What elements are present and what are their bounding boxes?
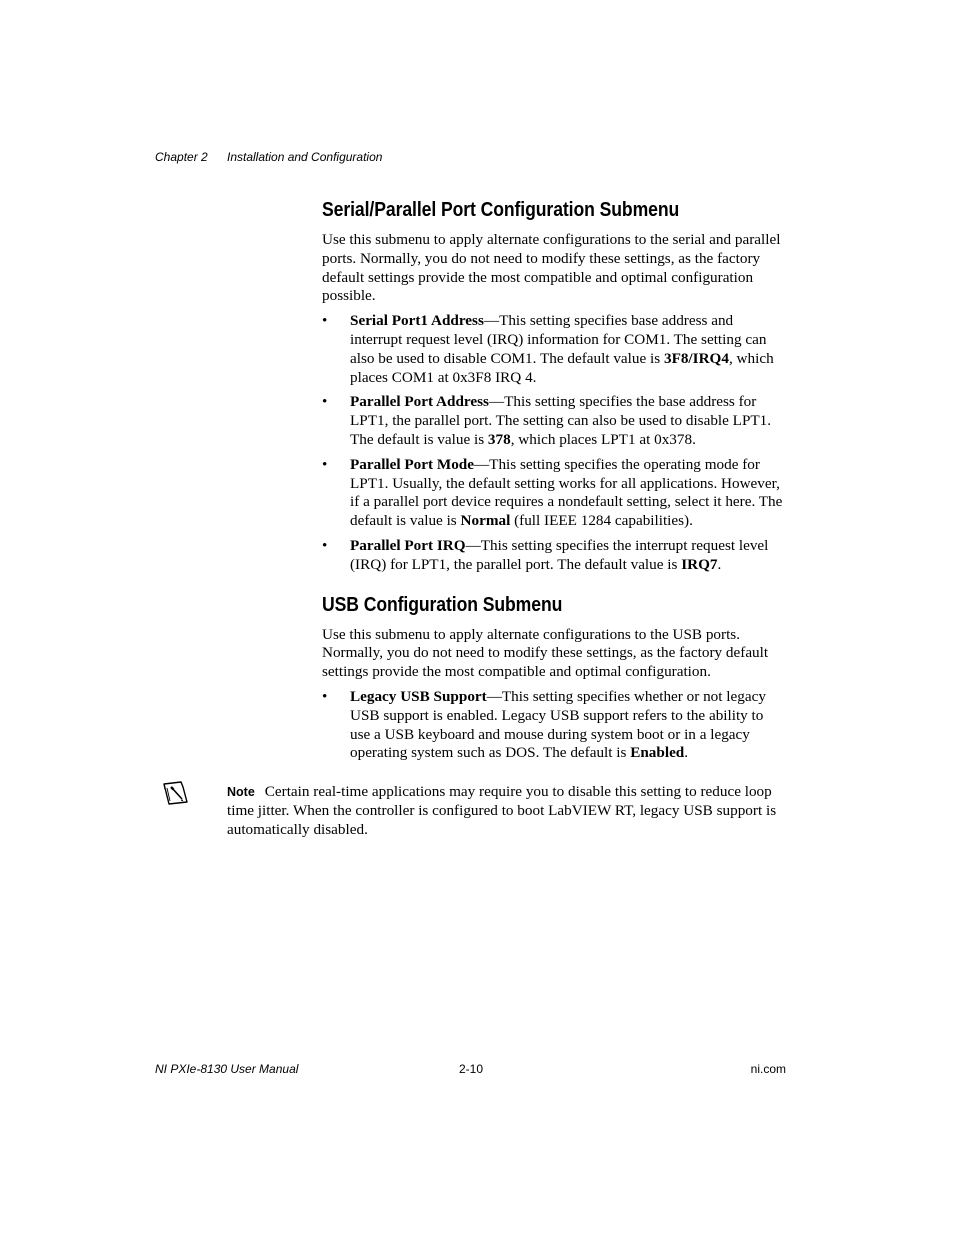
setting-default-value: 378 bbox=[487, 430, 511, 448]
setting-term: Parallel Port Mode bbox=[350, 455, 474, 473]
setting-description: —This setting specifies base address and interrupt request level (IRQ) information for COM1. The setting can also be used to disable COM1. The default value is bbox=[350, 312, 767, 367]
section-heading-serial-parallel: Serial/Parallel Port Configuration Submenu bbox=[322, 199, 680, 221]
setting-description: —This setting specifies the operating mode for LPT1. Usually, the default setting works for all applications. However, if a parallel port device requires a nondefault setting, select it here. The default is value is bbox=[350, 455, 783, 530]
list-item bbox=[322, 537, 787, 575]
running-header bbox=[155, 150, 383, 164]
note-pad-icon bbox=[161, 780, 189, 806]
section-intro-usb: Use this submenu to apply alternate configurations to the USB ports. Normally, you do not need to modify these settings, as the factory default settings provide the most compatible and optimal configuration. bbox=[322, 625, 769, 681]
setting-description: —This setting specifies the base address for LPT1, the parallel port. The setting can also be used to disable LPT1. The default is value is bbox=[350, 393, 772, 448]
section-intro-serial-parallel: Use this submenu to apply alternate configurations to the serial and parallel ports. Normally, you do not need to modify these settings, as the factory default settings provide the most compatible and optimal configuration possible. bbox=[322, 231, 781, 305]
bullet: • bbox=[322, 393, 328, 411]
list-item bbox=[322, 688, 787, 763]
main-content bbox=[322, 196, 787, 769]
usb-settings-list bbox=[322, 688, 787, 763]
setting-term: Parallel Port Address bbox=[350, 393, 489, 411]
note-text: Certain real-time applications may require you to disable this setting to reduce loop time jitter. When the controller is configured to boot LabVIEW RT, legacy USB support is automatically disabled. bbox=[227, 783, 777, 838]
setting-term: Serial Port1 Address bbox=[350, 312, 484, 330]
setting-description: —This setting specifies the interrupt request level (IRQ) for LPT1, the parallel port. The default value is bbox=[350, 536, 769, 573]
setting-description-end: (full IEEE 1284 capabilities). bbox=[510, 512, 693, 530]
chapter-number: Chapter 2 bbox=[155, 150, 208, 164]
note-callout bbox=[227, 783, 787, 839]
setting-default-value: Enabled bbox=[630, 744, 685, 762]
section-heading-usb: USB Configuration Submenu bbox=[322, 593, 563, 616]
serial-parallel-settings-list bbox=[322, 312, 787, 574]
list-item bbox=[322, 393, 787, 449]
setting-term: Parallel Port IRQ bbox=[350, 536, 466, 554]
footer-manual-title: NI PXIe-8130 User Manual bbox=[155, 1062, 299, 1076]
setting-default-value: IRQ7 bbox=[681, 555, 718, 573]
bullet: • bbox=[322, 687, 328, 705]
setting-description-end: , which places COM1 at 0x3F8 IRQ 4. bbox=[350, 349, 774, 386]
bullet: • bbox=[322, 312, 328, 330]
bullet: • bbox=[322, 536, 328, 554]
footer-website: ni.com bbox=[750, 1062, 786, 1076]
setting-term: Legacy USB Support bbox=[350, 687, 487, 705]
setting-default-value: 3F8/IRQ4 bbox=[663, 349, 729, 367]
list-item bbox=[322, 456, 787, 531]
bullet: • bbox=[322, 455, 328, 473]
list-item bbox=[322, 312, 787, 387]
footer-page-number: 2-10 bbox=[459, 1062, 484, 1076]
note-label: Note bbox=[227, 785, 255, 799]
setting-description-end: . bbox=[684, 744, 689, 762]
setting-default-value: Normal bbox=[460, 512, 511, 530]
setting-description-end: , which places LPT1 at 0x378. bbox=[510, 430, 696, 448]
setting-description: —This setting specifies whether or not legacy USB support is enabled. Legacy USB support refers to the ability to use a USB keyboard and mouse during system boot or in a legacy operating system such as DOS. The default is bbox=[350, 687, 766, 762]
setting-description-end: . bbox=[717, 555, 722, 573]
chapter-title: Installation and Configuration bbox=[227, 150, 383, 164]
